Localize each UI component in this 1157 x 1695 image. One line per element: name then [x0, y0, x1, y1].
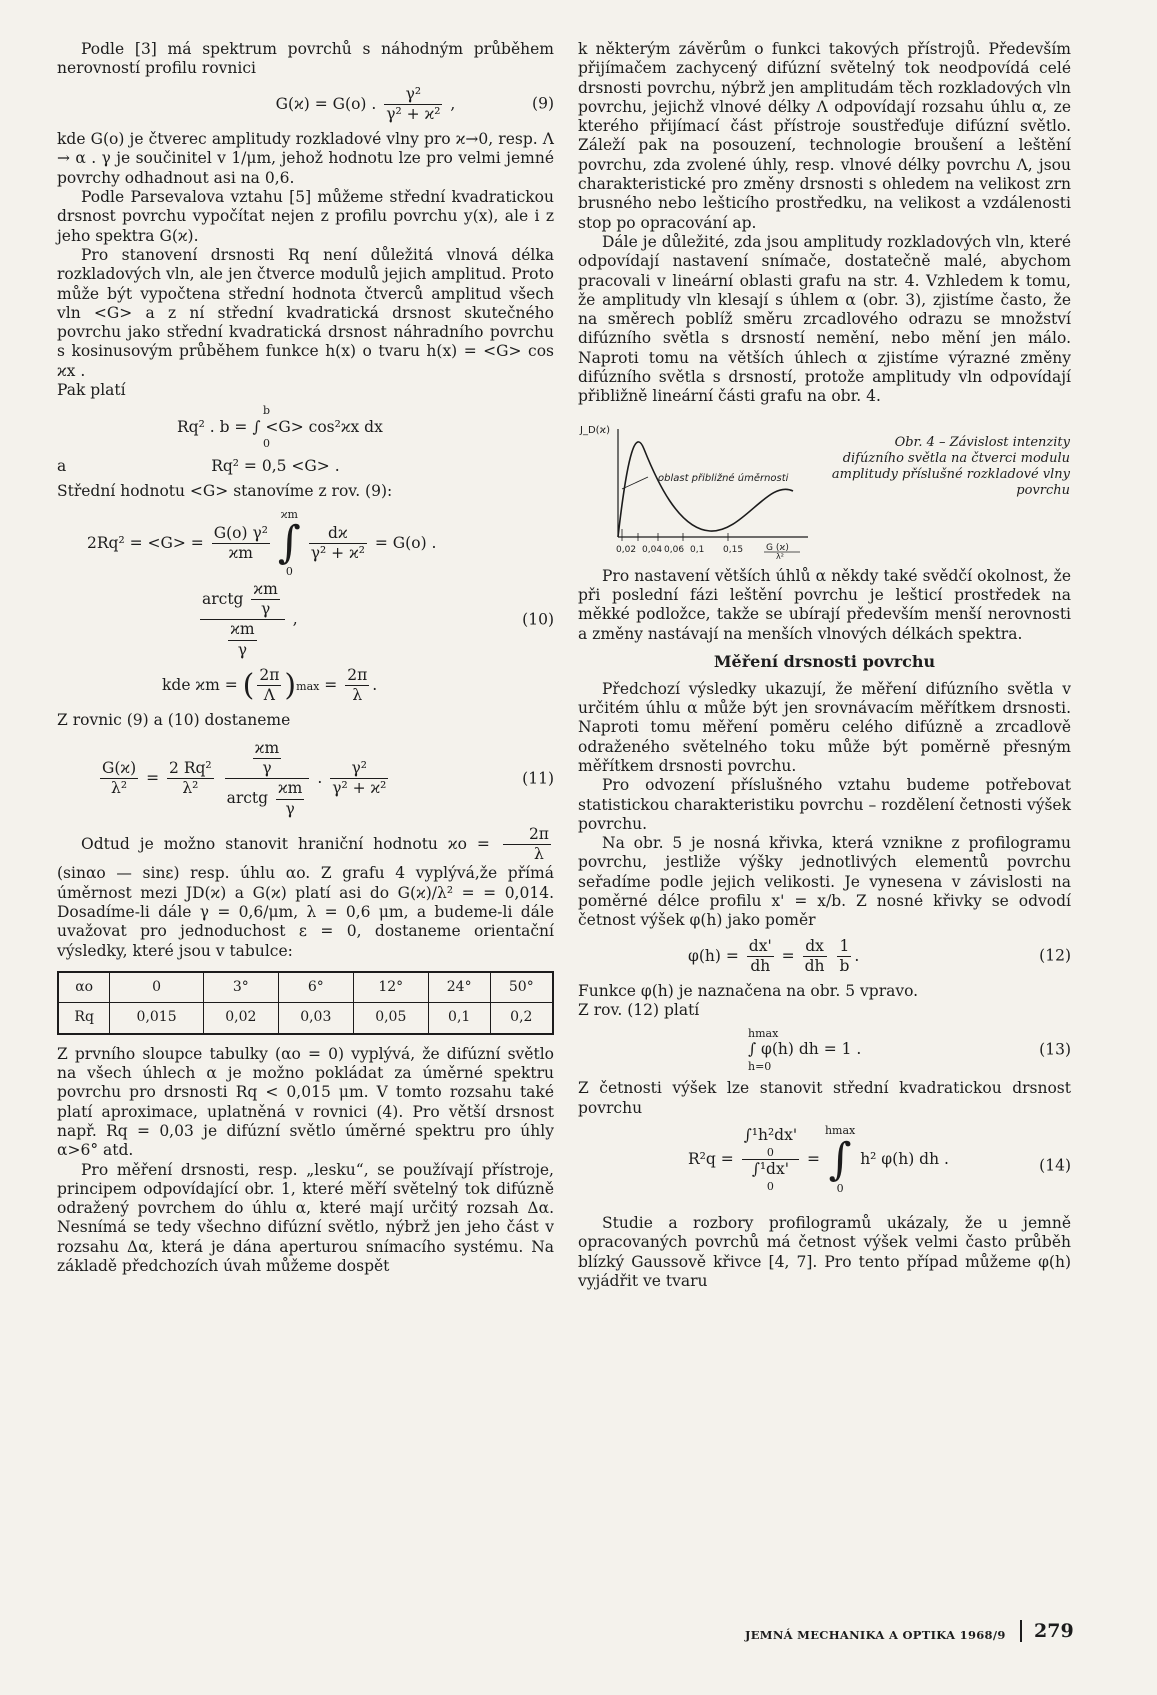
left-column: [57, 40, 554, 1276]
x-tick-label: 0,02: [616, 544, 637, 555]
journal-footer: JEMNÁ MECHANIKA A OPTIKA 1968/9: [745, 1628, 1006, 1642]
equation-number: (9): [532, 94, 554, 113]
equation-11: $\frac{G(ϰ)}{\text{λ²}}$ = $\frac{\text{2 Rq²}}{\text{λ²}}$ $\frac{ϰm}{\gamma}$ arctg $\frac{ϰm}{\gamma}$ . $\frac{\text{γ²}}{\text{γ² + ϰ²}}$ (11): [102, 738, 554, 818]
equation-9: G(ϰ) = G(o) . $\frac{\text{γ²}}{\text{γ² + ϰ²}}$ , (9): [275, 84, 554, 123]
equation-14: R²q = ∫¹h²dx' 0 ∫¹dx' 0 = hmax ∫ 0 h² φ(h) dh . (14): [688, 1124, 1071, 1195]
paragraph: Pro odvození příslušného vztahu budeme potřebovat statistickou charakteristiku povrchu – rozdělení četnosti výšek povrchu.: [578, 776, 1071, 833]
equation-10a: 2Rq² = <G> = $\frac{\text{G(o) γ²}}{ϰm}$ ϰm ∫ 0 $\frac{dϰ}{\text{γ² + ϰ²}}$ = G(o) .: [87, 507, 437, 579]
x-tick-label: 0,15: [723, 544, 744, 555]
x-tick-label: 0,04: [642, 544, 663, 555]
paragraph: Pro měření drsnosti, resp. „lesku“, se používají přístroje, principem odpovídající obr. 1, které měří světelný tok difúzně odražený povrchem do úhlu α, které mají určitý rozsah Δα. Nesnímá se tedy všechno difúzní světlo, nýbrž jen jeho část v rozsahu Δα, která je dána aperturou snímacího systému. Na základě předchozích úvah můžeme dospět: [57, 1160, 554, 1276]
equation-integral: b Rq² . b = ∫ <G> cos²ϰx dx 0: [177, 404, 383, 451]
equation-number: (10): [522, 610, 554, 629]
paragraph: Podle Parsevalova vztahu [5] můžeme střední kvadratickou drsnost povrchu vypočítat nejen z profilu povrchu y(x), ale i z jeho spektra G(ϰ).: [57, 188, 554, 245]
table-cell: 0,05: [353, 1003, 428, 1034]
paragraph: Podle [3] má spektrum povrchů s náhodným průběhem nerovností profilu rovnici: [57, 40, 554, 78]
x-axis-label-num: G (ϰ): [766, 542, 789, 553]
equation-10b: arctg $\frac{ϰm}{\gamma}$ $\frac{ϰm}{\gamma}$ , (10): [202, 579, 554, 659]
region-label: oblast přibližné úměrnosti: [658, 472, 789, 484]
table-row: [58, 972, 553, 1003]
page-number: 279: [1020, 1620, 1074, 1642]
x-tick-label: 0,1: [690, 544, 705, 555]
equation-number: (14): [1039, 1156, 1071, 1175]
paragraph: Na obr. 5 je nosná křivka, která vznikne z profilogramu povrchu, jestliže výšky jednotlivých elementů povrchu seřadíme podle jejich velikosti. Je vynesena v závislosti na poměrné délce profilu x' = x/b. Z nosné křivky se odvodí četnost výšek φ(h) jako poměr: [578, 834, 1071, 930]
paragraph: Funkce φ(h) je naznačena na obr. 5 vpravo.: [578, 982, 919, 1001]
equation-rq: a Rq² = 0,5 <G> .: [57, 457, 340, 476]
fraction: $\frac{\text{G(o) γ²}}{ϰm}$: [213, 523, 268, 562]
table-row: [58, 1003, 553, 1034]
table-cell: 0,2: [490, 1003, 553, 1034]
integral-sign: ∫: [277, 517, 301, 569]
table-cell: Rq: [58, 1003, 110, 1034]
figure-caption: Obr. 4 – Závislost intenzity difúzního světla na čtverci modulu amplitudy příslušné rozkladové vlny povrchu: [831, 434, 1070, 499]
paragraph: Z rovnic (9) a (10) dostaneme: [57, 711, 291, 730]
paragraph: Předchozí výsledky ukazují, že měření difúzního světla v určitém úhlu α může být jen srovnávacím měřítkem drsnosti. Naproti tomu měření poměru celého difúzně a zrcadlově odraženého světelného toku může být poměrně přesným měřítkem drsnosti povrchu.: [578, 679, 1071, 775]
paragraph: kde G(o) je čtverec amplitudy rozkladové vlny pro ϰ→0, resp. Λ → α . γ je součinitel v 1/μm, jehož hodnotu lze pro velmi jemné povrchy odhadnout asi na 0,6.: [57, 130, 554, 187]
paragraph: Z četnosti výšek lze stanovit střední kvadratickou drsnost povrchu: [578, 1079, 1071, 1117]
integral-sign: ∫: [828, 1133, 852, 1185]
fraction: $\frac{dϰ}{\text{γ² + ϰ²}}$: [310, 523, 365, 562]
fraction: $\frac{\text{γ²}}{\text{γ² + ϰ²}}$: [386, 84, 441, 123]
paragraph: Pro nastavení větších úhlů α někdy také svědčí okolnost, že při poslední fázi leštění povrchu je lešticí prostředek na měkké podložce, takže se ubírají především menší nerovnosti a změny nastávají na menších vlnových délkách spektra.: [578, 566, 1071, 643]
equation-number: (13): [1039, 1040, 1071, 1059]
table-cell: 24°: [428, 972, 490, 1003]
equation-number: (12): [1039, 946, 1071, 965]
right-column: [578, 40, 1071, 1291]
table-cell: 0,03: [278, 1003, 353, 1034]
paragraph: Pro stanovení drsnosti Rq není důležitá vlnová délka rozkladových vln, ale jen čtverce modulů jejich amplitud. Proto může být vypočtena střední hodnota čtverců amplitud všech vln <G> a z ní střední kvadratická drsnost skutečného povrchu jako střední kvadratická drsnost náhradního povrchu s kosinusovým průběhem funkce h(x) o tvaru h(x) = <G> cos ϰx .: [57, 245, 554, 380]
table-cell: 3°: [203, 972, 278, 1003]
y-axis-label: J_D(ϰ): [580, 424, 611, 436]
table-cell: 0,015: [110, 1003, 203, 1034]
table-cell: 0,1: [428, 1003, 490, 1034]
equation-number: (11): [522, 769, 554, 788]
table-cell: 0,02: [203, 1003, 278, 1034]
figure-4: [578, 419, 1071, 559]
figure-4-graph: [578, 419, 838, 559]
section-heading: Měření drsnosti povrchu: [713, 651, 936, 671]
paragraph: Střední hodnotu <G> stanovíme z rov. (9):: [57, 482, 393, 501]
paragraph: Z rov. (12) platí: [578, 1001, 700, 1020]
table-cell: 0: [110, 972, 203, 1003]
results-table: [57, 971, 554, 1035]
x-axis-label-den: λ²: [776, 551, 784, 559]
equation-12: φ(h) = $\frac{dx'}{dh}$ = $\frac{dx}{dh}$ $\frac{1}{b}$ . (12): [688, 936, 1071, 975]
paragraph: Dále je důležité, zda jsou amplitudy rozkladových vln, které odpovídají nastavení snímače, dostatečně malé, abychom pracovali v lineární oblasti grafu na str. 4. Vzhledem k tomu, že amplitudy vln klesají s úhlem α (obr. 3), zjistíme často, že na směrech poblíž směru zrcadlového odrazu se množství difúzního světla s drsností nemění, nebo mění jen málo. Naproti tomu na větších úhlech α zjistíme výrazné změny difúzního světla s drsností, protože amplitudy vln odpovídají přibližně lineární části grafu na obr. 4.: [578, 232, 1071, 406]
paragraph: Odtud je možno stanovit hraniční hodnotu ϰo = $\frac{2\pi}{\lambda}$ (sinαo — sinε) resp. úhlu αo. Z grafu 4 vyplývá,že přímá úměrnost mezi JD(ϰ) a G(ϰ) platí asi do G(ϰ)/λ² = = 0,014. Dosadíme-li dále γ = 0,6/μm, λ = 0,6 μm, a budeme-li dále uvažovat pro jednoduchost ε = 0, dostaneme orientační výsledky, které jsou v tabulce:: [57, 824, 554, 960]
table-cell: 12°: [353, 972, 428, 1003]
paragraph: Pak platí: [57, 381, 126, 400]
x-tick-label: 0,06: [664, 544, 685, 555]
intensity-curve: [618, 442, 793, 537]
paragraph: Studie a rozbory profilogramů ukázaly, že u jemně opracovaných povrchů má četnost výšek velmi často průběh blízký Gaussově křivce [4, 7]. Pro tento případ můžeme φ(h) vyjádřit ve tvaru: [578, 1214, 1071, 1290]
table-cell: 6°: [278, 972, 353, 1003]
equation-10c: kde ϰm = ( $\frac{2\pi}{\Lambda}$ )max = $\frac{2\pi}{\lambda}$ .: [162, 665, 378, 705]
table-cell: αo: [58, 972, 110, 1003]
equation-13: hmax ∫ φ(h) dh = 1 . h=0 (13): [748, 1026, 1071, 1073]
fraction: arctg $\frac{ϰm}{\gamma}$ $\frac{ϰm}{\gamma}$: [200, 580, 285, 660]
paragraph: k některým závěrům o funkci takových přístrojů. Především přijímačem zachycený difúzní světelný tok neodpovídá celé drsnosti povrchu, nýbrž jen amplitudám těch rozkladových vln povrchu, jejichž vlnové délky Λ odpovídají rozsahu úhlu α, ze kterého přijímací část přístroje soustřeďuje difúzní světlo. Záleží pak na posouzení, technologie broušení a leštění povrchu, zda zvolené úhly, resp. vlnové délky povrchu Λ, jsou charakteristické pro změny drsnosti s ohledem na velikost zrn brusného nebo lešticího prostředku, na velikost a vzdálenosti stop po opracování ap.: [578, 40, 1071, 232]
table-cell: 50°: [490, 972, 553, 1003]
paragraph: Z prvního sloupce tabulky (αo = 0) vyplývá, že difúzní světlo na všech úhlech α je možno pokládat za úměrné spektru povrchu pro drsnosti Rq < 0,015 μm. V tomto rozsahu také platí aproximace, uplatněná v rovnici (4). Pro větší drsnost např. Rq = 0,03 je difúzní světlo úměrné spektru pro úhly α>6° atd.: [57, 1044, 554, 1160]
